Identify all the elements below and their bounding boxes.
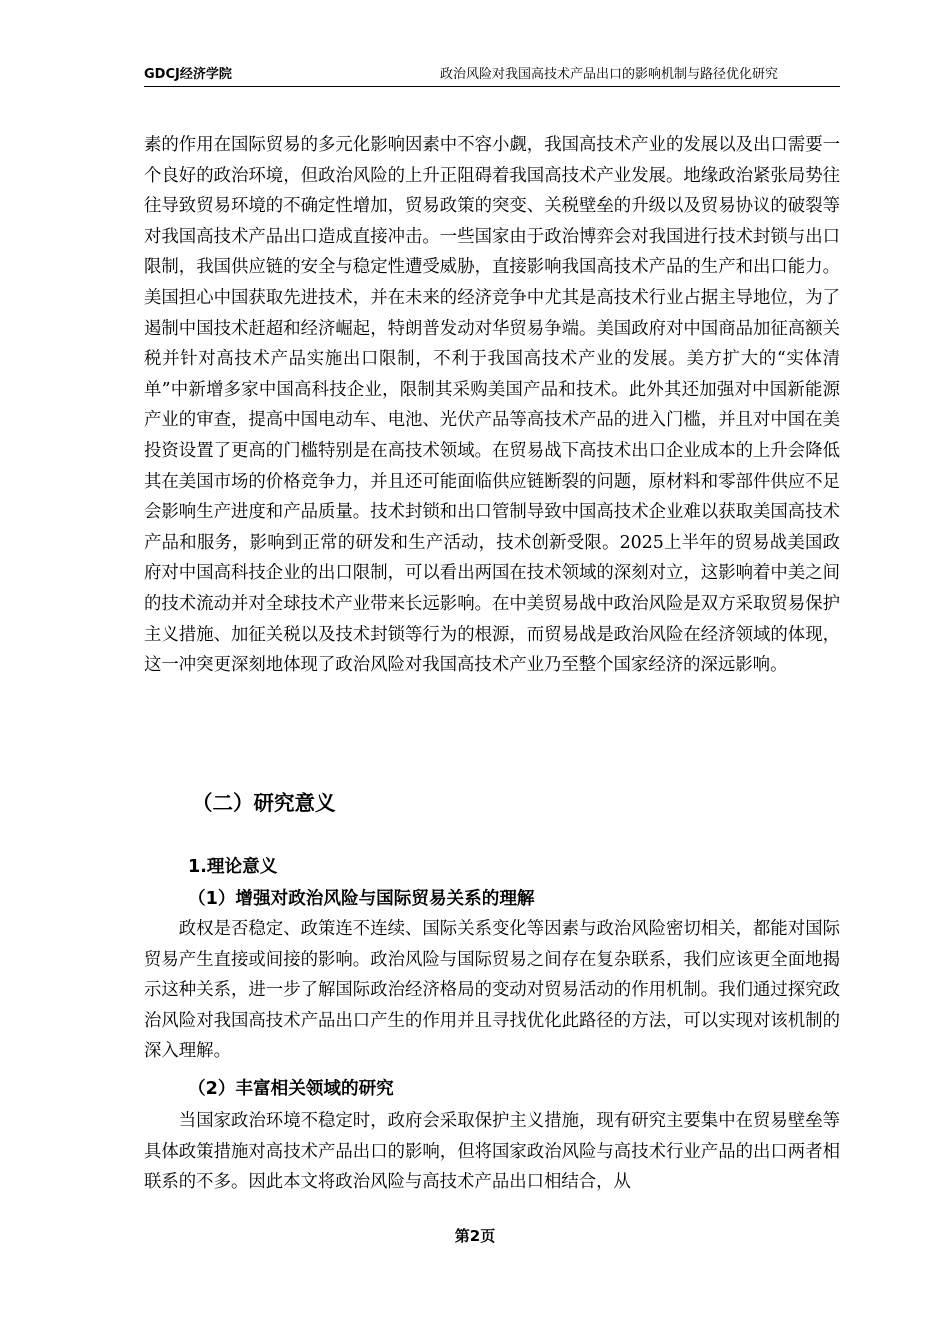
header-institution: GDCJ经济学院 — [144, 67, 232, 82]
subsection-2-heading: （2）丰富相关领域的研究 — [188, 1079, 394, 1099]
body-paragraph-1: 素的作用在国际贸易的多元化影响因素中不容小觑，我国高技术产业的发展以及出口需要一个良好的政治环境，但政治风险的上升正阻碍着我国高技术产业发展。地缘政治紧张局势往往导致贸易环境的不确定性增加，贸易政策的突变、关税壁垒的升级以及贸易协议的破裂等对我国高技术产品出口造成直接冲击。一些国家由于政治博弈会对我国进行技术封锁与出口限制，我国供应链的安全与稳定性遭受威胁，直接影响我国高技术产品的生产和出口能力。美国担心中国获取先进技术，并在未来的经济竞争中尤其是高技术行业占据主导地位，为了遏制中国技术赶超和经济崛起，特朗普发动对华贸易争端。美国政府对中国商品加征高额关税并针对高技术产品实施出口限制，不利于我国高技术产业的发展。美方扩大的“实体清单”中新增多家中国高科技企业，限制其采购美国产品和技术。此外其还加强对中国新能源产业的审查，提高中国电动车、电池、光伏产品等高技术产品的进入门槛，并且对中国在美投资设置了更高的门槛特别是在高技术领域。在贸易战下高技术出口企业成本的上升会降低其在美国市场的价格竞争力，并且还可能面临供应链断裂的问题，原材料和零部件供应不足会影响生产进度和产品质量。技术封锁和出口管制导致中国高技术企业难以获取美国高技术产品和服务，影响到正常的研发和生产活动，技术创新受限。2025上半年的贸易战美国政府对中国高科技企业的出口限制，可以看出两国在技术领域的深刻对立，这影响着中美之间的技术流动并对全球技术产业带来长远影响。在中美贸易战中政治风险是双方采取贸易保护主义措施、加征关税以及技术封锁等行为的根源，而贸易战是政治风险在经济领域的体现，这一冲突更深刻地体现了政治风险对我国高技术产业乃至整个国家经济的深远影响。 — [144, 135, 840, 676]
subsection-2-paragraph: 当国家政治环境不稳定时，政府会采取保护主义措施，现有研究主要集中在贸易壁垒等具体政策措施对高技术产品出口的影响，但将国家政治风险与高技术行业产品的出口两者相联系的不多。因此本文将政治风险与高技术产品出口相结合，从 — [144, 1111, 840, 1193]
subsection-1-paragraph: 政权是否稳定、政策连不连续、国际关系变化等因素与政治风险密切相关，都能对国际贸易产生直接或间接的影响。政治风险与国际贸易之间存在复杂联系，我们应该更全面地揭示这种关系，进一步了解国际政治经济格局的变动对贸易活动的作用机制。我们通过探究政治风险对我国高技术产品出口产生的作用并且寻找优化此路径的方法，可以实现对该机制的深入理解。 — [144, 919, 840, 1062]
page-number: 第2页 — [454, 1227, 496, 1245]
sub-heading-theoretical-significance: 1.理论意义 — [188, 857, 278, 877]
page-header — [144, 64, 840, 87]
section-heading-research-significance: （二）研究意义 — [192, 791, 336, 815]
subsection-1-heading: （1）增强对政治风险与国际贸易关系的理解 — [188, 889, 535, 909]
header-paper-title: 政治风险对我国高技术产品出口的影响机制与路径优化研究 — [439, 67, 778, 82]
